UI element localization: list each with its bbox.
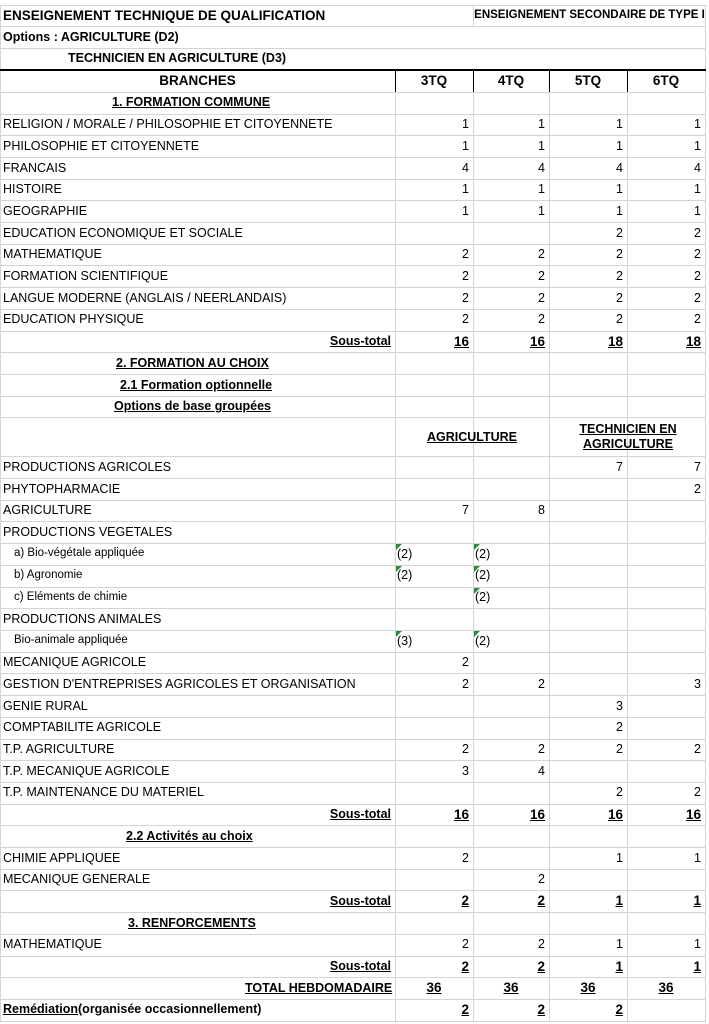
sheet-title: ENSEIGNEMENT TECHNIQUE DE QUALIFICATION [3, 7, 326, 23]
row-value: 1 [616, 117, 623, 132]
row-value [395, 717, 473, 739]
row-label: MATHEMATIQUE [3, 937, 102, 952]
row-value: 8 [538, 503, 545, 518]
row-value [395, 478, 473, 500]
comment-marker-icon [474, 566, 480, 572]
subtotal-value: 18 [607, 333, 623, 349]
row-value: 1 [616, 850, 623, 865]
row-value [627, 869, 705, 891]
row-value [549, 587, 627, 609]
row-value: (2) [475, 568, 491, 583]
row-value: 3 [462, 763, 469, 778]
subtotal-value: 16 [453, 333, 469, 349]
column-header-5tq: 5TQ [574, 72, 602, 88]
row-value [549, 478, 627, 500]
row-value [549, 608, 627, 630]
row-value [473, 782, 549, 804]
grid-line-v [705, 5, 706, 1021]
row-value: 1 [694, 138, 701, 153]
row-value: 7 [462, 503, 469, 518]
row-label: EDUCATION PHYSIQUE [3, 312, 144, 327]
row-value: 4 [616, 160, 623, 175]
section-formation-optionnelle: 2.1 Formation optionnelle [120, 377, 273, 392]
row-value [549, 652, 627, 674]
row-value [473, 522, 549, 544]
subtotal-value: 16 [453, 806, 469, 822]
option-technicien: TECHNICIEN EN AGRICULTURE [579, 421, 677, 451]
row-value: 2 [694, 785, 701, 800]
row-value: 2 [694, 742, 701, 757]
total-value: 36 [503, 980, 519, 996]
comment-marker-icon [396, 566, 402, 572]
remediation-value: 2 [615, 1001, 623, 1017]
row-value: 2 [616, 247, 623, 262]
total-value: 36 [580, 980, 596, 996]
row-value: 2 [694, 225, 701, 240]
subtotal-value: 1 [693, 893, 701, 909]
row-value: 3 [616, 698, 623, 713]
row-label: GESTION D'ENTREPRISES AGRICOLES ET ORGANISATION [3, 676, 356, 691]
subtotal-value: 16 [529, 333, 545, 349]
row-value: 2 [538, 676, 545, 691]
row-value: 2 [462, 850, 469, 865]
subtotal-value: 2 [537, 893, 545, 909]
subtotal-value: 2 [461, 958, 469, 974]
row-label: PHYTOPHARMACIE [3, 481, 121, 496]
row-value: 1 [616, 138, 623, 153]
total-value: 36 [658, 980, 674, 996]
row-value: 1 [694, 117, 701, 132]
option-d3-label: TECHNICIEN EN AGRICULTURE (D3) [68, 50, 287, 65]
row-value: (3) [397, 633, 413, 648]
subtotal-value: 16 [607, 806, 623, 822]
row-value: 1 [462, 203, 469, 218]
row-value [395, 782, 473, 804]
row-value: 2 [616, 312, 623, 327]
remediation-value [627, 999, 705, 1021]
row-value: 2 [694, 269, 701, 284]
row-value [627, 522, 705, 544]
section-formation-choix: 2. FORMATION AU CHOIX [116, 355, 269, 370]
row-value: 2 [616, 290, 623, 305]
row-value: 7 [616, 459, 623, 474]
comment-marker-icon [474, 631, 480, 637]
type-label: ENSEIGNEMENT SECONDAIRE DE TYPE I [474, 8, 705, 21]
row-value: 4 [538, 763, 545, 778]
row-value [549, 760, 627, 782]
grid-line-h [0, 1021, 706, 1022]
row-value: 2 [462, 937, 469, 952]
row-value: 2 [616, 742, 623, 757]
row-value [395, 695, 473, 717]
section-options-base: Options de base groupées [114, 399, 271, 414]
row-value [549, 522, 627, 544]
remediation-label-note: (organisée occasionnellement) [78, 1002, 262, 1017]
row-value: 1 [616, 937, 623, 952]
row-value [627, 630, 705, 652]
column-header-6tq: 6TQ [652, 72, 680, 88]
row-value: (2) [475, 546, 491, 561]
column-header-4tq: 4TQ [497, 72, 525, 88]
row-value: 2 [538, 269, 545, 284]
row-value: (2) [397, 546, 413, 561]
row-label: PRODUCTIONS ANIMALES [3, 611, 162, 626]
row-value: 7 [694, 459, 701, 474]
options-label: Options : AGRICULTURE (D2) [3, 29, 179, 44]
row-label: Bio-animale appliquée [14, 634, 128, 647]
row-label: CHIMIE APPLIQUEE [3, 850, 121, 865]
row-value: 2 [616, 225, 623, 240]
row-value [627, 565, 705, 587]
row-value [549, 543, 627, 565]
remediation-value: 2 [461, 1001, 469, 1017]
section-activites-choix: 2.2 Activités au choix [126, 828, 253, 843]
section-renforcements: 3. RENFORCEMENTS [128, 915, 256, 930]
row-label: PRODUCTIONS AGRICOLES [3, 459, 172, 474]
row-value [627, 695, 705, 717]
row-value: 2 [694, 247, 701, 262]
row-value: (2) [475, 590, 491, 605]
row-value [627, 543, 705, 565]
row-label: PHILOSOPHIE ET CITOYENNETE [3, 138, 200, 153]
row-label: RELIGION / MORALE / PHILOSOPHIE ET CITOYENNETE [3, 117, 333, 132]
remediation-value: 2 [537, 1001, 545, 1017]
row-label: AGRICULTURE [3, 503, 92, 518]
row-label: MECANIQUE AGRICOLE [3, 655, 147, 670]
comment-marker-icon [396, 631, 402, 637]
row-value: 4 [694, 160, 701, 175]
total-label: TOTAL HEBDOMADAIRE [245, 980, 393, 995]
row-value: 2 [694, 312, 701, 327]
row-value [395, 522, 473, 544]
row-value [473, 847, 549, 869]
section-formation-commune: 1. FORMATION COMMUNE [112, 95, 271, 110]
row-value: 2 [462, 247, 469, 262]
row-label: T.P. MECANIQUE AGRICOLE [3, 763, 170, 778]
row-value [395, 456, 473, 478]
row-value [473, 695, 549, 717]
row-label: MATHEMATIQUE [3, 247, 102, 262]
row-value: 1 [616, 203, 623, 218]
row-value: 2 [616, 720, 623, 735]
row-value [395, 222, 473, 244]
row-value: 2 [462, 676, 469, 691]
subtotal-value: 2 [461, 893, 469, 909]
subtotal-value: 18 [685, 333, 701, 349]
row-label: GEOGRAPHIE [3, 203, 88, 218]
row-value: 1 [538, 138, 545, 153]
row-value: 1 [538, 182, 545, 197]
row-value: 1 [462, 182, 469, 197]
row-value: 2 [538, 742, 545, 757]
row-value: 1 [694, 182, 701, 197]
row-value: 2 [538, 872, 545, 887]
row-value: 1 [616, 182, 623, 197]
row-value [473, 456, 549, 478]
subtotal-label: Sous-total [329, 959, 391, 974]
row-value: 1 [538, 203, 545, 218]
row-value [627, 587, 705, 609]
row-value [549, 500, 627, 522]
subtotal-label: Sous-total [329, 893, 391, 908]
row-value [627, 608, 705, 630]
row-label: MECANIQUE GENERALE [3, 872, 151, 887]
subtotal-value: 1 [615, 893, 623, 909]
row-label: GENIE RURAL [3, 698, 88, 713]
row-label: HISTOIRE [3, 182, 62, 197]
row-value: 4 [538, 160, 545, 175]
row-value [473, 222, 549, 244]
row-value [395, 608, 473, 630]
subtotal-label: Sous-total [329, 807, 391, 822]
row-label: PRODUCTIONS VEGETALES [3, 525, 173, 540]
comment-marker-icon [474, 544, 480, 550]
row-value: 2 [462, 742, 469, 757]
row-value: 2 [694, 481, 701, 496]
subtotal-value: 2 [537, 958, 545, 974]
row-value [627, 500, 705, 522]
row-value [473, 478, 549, 500]
comment-marker-icon [396, 544, 402, 550]
row-value: 2 [538, 937, 545, 952]
row-label: EDUCATION ECONOMIQUE ET SOCIALE [3, 225, 243, 240]
row-value: 1 [462, 138, 469, 153]
row-value [549, 630, 627, 652]
row-label: LANGUE MODERNE (ANGLAIS / NEERLANDAIS) [3, 290, 287, 305]
total-value: 36 [426, 980, 442, 996]
row-value: (2) [475, 633, 491, 648]
row-value: 1 [538, 117, 545, 132]
row-label: FRANCAIS [3, 160, 67, 175]
row-value [473, 652, 549, 674]
option-agriculture: AGRICULTURE [426, 429, 518, 444]
row-label: COMPTABILITE AGRICOLE [3, 720, 162, 735]
comment-marker-icon [474, 588, 480, 594]
subtotal-label: Sous-total [329, 334, 391, 349]
subtotal-value: 1 [693, 958, 701, 974]
row-value: (2) [397, 568, 413, 583]
row-value [473, 717, 549, 739]
row-value [473, 608, 549, 630]
row-value: 2 [538, 290, 545, 305]
row-value: 2 [694, 290, 701, 305]
remediation-label [0, 999, 395, 1021]
column-header-branches: BRANCHES [159, 72, 236, 88]
row-value [627, 717, 705, 739]
row-value: 2 [538, 247, 545, 262]
subtotal-value: 16 [685, 806, 701, 822]
row-value: 2 [538, 312, 545, 327]
row-value: 1 [694, 937, 701, 952]
row-label: T.P. AGRICULTURE [3, 742, 115, 757]
row-label: a) Bio-végétale appliquée [14, 547, 145, 560]
row-value [395, 587, 473, 609]
row-value [395, 869, 473, 891]
row-label: c) Eléments de chimie [14, 590, 128, 603]
remediation-label-main: Remédiation [3, 1002, 79, 1017]
row-value: 3 [694, 676, 701, 691]
row-value: 4 [462, 160, 469, 175]
row-value: 2 [462, 312, 469, 327]
row-value: 1 [694, 850, 701, 865]
row-value [627, 760, 705, 782]
subtotal-value: 1 [615, 958, 623, 974]
row-label: FORMATION SCIENTIFIQUE [3, 269, 169, 284]
row-value: 2 [616, 269, 623, 284]
row-value: 2 [462, 655, 469, 670]
subtotal-value: 16 [529, 806, 545, 822]
row-value: 2 [462, 269, 469, 284]
row-value: 2 [616, 785, 623, 800]
column-header-3tq: 3TQ [420, 72, 448, 88]
row-value: 2 [462, 290, 469, 305]
row-value: 1 [694, 203, 701, 218]
row-value: 1 [462, 117, 469, 132]
row-value [549, 673, 627, 695]
row-label: b) Agronomie [14, 568, 83, 581]
row-label: T.P. MAINTENANCE DU MATERIEL [3, 785, 204, 800]
row-value [549, 869, 627, 891]
row-value [627, 652, 705, 674]
row-value [549, 565, 627, 587]
